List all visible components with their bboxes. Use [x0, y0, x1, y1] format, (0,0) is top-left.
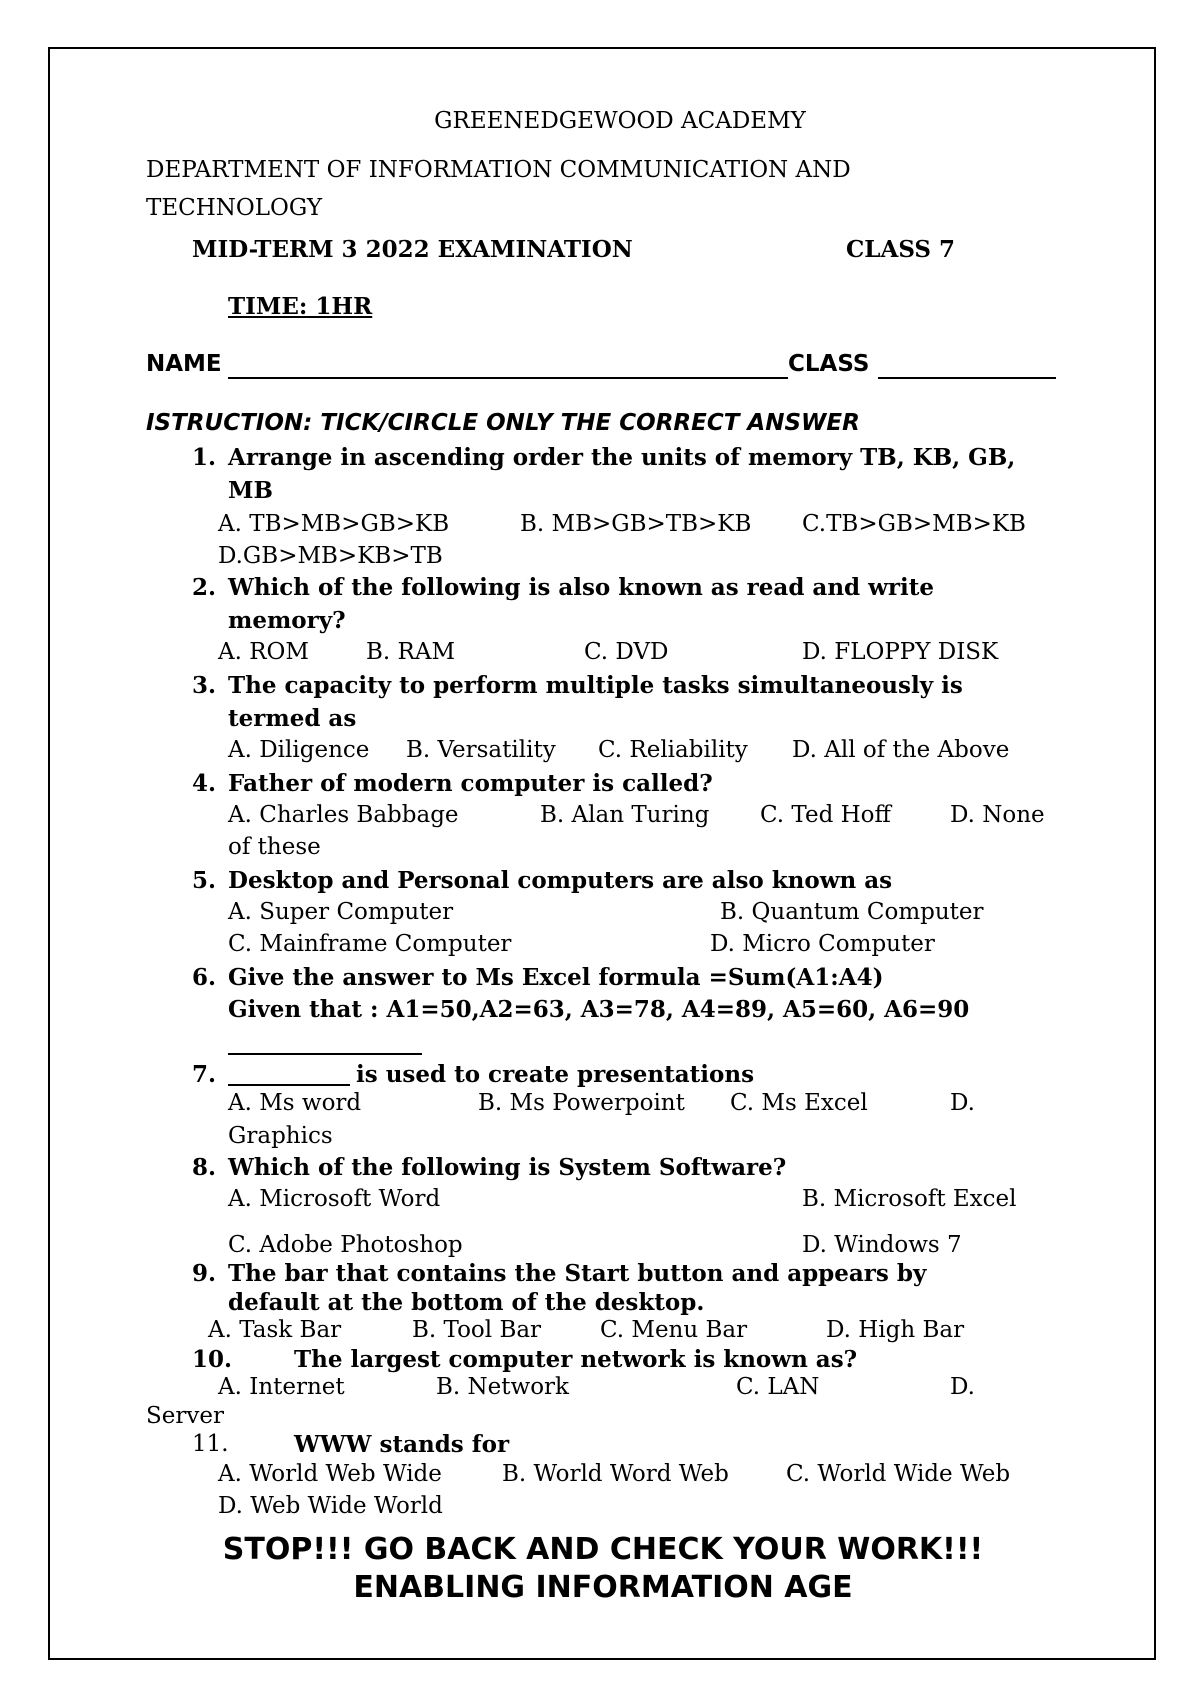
q7-option-d[interactable]: D. [950, 1090, 975, 1116]
q2-option-d[interactable]: D. FLOPPY DISK [802, 639, 999, 665]
q9-number: 9. [192, 1260, 217, 1287]
q4-option-b[interactable]: B. Alan Turing [540, 802, 710, 828]
q7-number: 7. [192, 1061, 217, 1088]
q7-option-a[interactable]: A. Ms word [228, 1090, 362, 1116]
q10-number: 10. [192, 1346, 233, 1373]
exam-title: MID-TERM 3 2022 EXAMINATION [192, 236, 633, 263]
q3-option-d[interactable]: D. All of the Above [792, 737, 1010, 763]
q6-text-line-1: Give the answer to Ms Excel formula =Sum(A1:A4) [228, 964, 884, 991]
q2-option-a[interactable]: A. ROM [218, 639, 309, 665]
q5-option-d[interactable]: D. Micro Computer [710, 931, 935, 957]
q7-option-c[interactable]: C. Ms Excel [730, 1090, 868, 1116]
q5-number: 5. [192, 867, 217, 894]
q10-text: The largest computer network is known as? [294, 1346, 858, 1373]
q1-option-d[interactable]: D.GB>MB>KB>TB [218, 543, 443, 569]
q2-option-b[interactable]: B. RAM [366, 639, 456, 665]
q10-option-d-continued: Server [146, 1403, 224, 1429]
name-label: NAME [146, 351, 222, 377]
footer-motto: ENABLING INFORMATION AGE [353, 1570, 853, 1605]
q4-number: 4. [192, 770, 217, 797]
department-line-2: TECHNOLOGY [146, 195, 323, 221]
q9-text-line-1: The bar that contains the Start button and appears by [228, 1260, 927, 1287]
q6-number: 6. [192, 964, 217, 991]
q3-text-line-2: termed as [228, 705, 357, 732]
q2-text-line-1: Which of the following is also known as read and write [228, 574, 935, 601]
q6-answer-field[interactable] [228, 1053, 422, 1055]
name-field[interactable] [228, 377, 788, 379]
q11-option-c[interactable]: C. World Wide Web [786, 1461, 1011, 1487]
q7-option-d-continued: Graphics [228, 1123, 333, 1149]
q9-text-line-2: default at the bottom of the desktop. [228, 1289, 705, 1316]
q10-option-b[interactable]: B. Network [436, 1374, 569, 1400]
q8-option-b[interactable]: B. Microsoft Excel [802, 1186, 1017, 1212]
q1-option-b[interactable]: B. MB>GB>TB>KB [520, 511, 752, 537]
q3-option-a[interactable]: A. Diligence [228, 737, 370, 763]
q10-option-a[interactable]: A. Internet [218, 1374, 345, 1400]
q1-number: 1. [192, 444, 217, 471]
q10-option-d[interactable]: D. [950, 1374, 975, 1400]
q8-text: Which of the following is System Software? [228, 1154, 787, 1181]
school-name: GREENEDGEWOOD ACADEMY [434, 108, 806, 134]
instruction: ISTRUCTION: TICK/CIRCLE ONLY THE CORRECT ANSWER [146, 410, 860, 436]
q11-text: WWW stands for [294, 1431, 510, 1458]
q3-text-line-1: The capacity to perform multiple tasks simultaneously is [228, 672, 963, 699]
q8-option-c[interactable]: C. Adobe Photoshop [228, 1232, 463, 1258]
q6-text-line-2: Given that : A1=50,A2=63, A3=78, A4=89, A5=60, A6=90 [228, 996, 970, 1023]
q7-answer-field[interactable] [228, 1084, 350, 1086]
q5-option-c[interactable]: C. Mainframe Computer [228, 931, 512, 957]
q1-option-c[interactable]: C.TB>GB>MB>KB [802, 511, 1026, 537]
q5-text: Desktop and Personal computers are also known as [228, 867, 893, 894]
q2-text-line-2: memory? [228, 607, 346, 634]
q7-option-b[interactable]: B. Ms Powerpoint [478, 1090, 685, 1116]
q8-number: 8. [192, 1154, 217, 1181]
q1-text-line-1: Arrange in ascending order the units of memory TB, KB, GB, [228, 444, 1016, 471]
class-label: CLASS 7 [846, 236, 956, 263]
q8-option-d[interactable]: D. Windows 7 [802, 1232, 962, 1258]
q9-option-c[interactable]: C. Menu Bar [600, 1317, 748, 1343]
q11-option-d[interactable]: D. Web Wide World [218, 1493, 443, 1519]
q7-text: is used to create presentations [356, 1061, 755, 1088]
q3-option-c[interactable]: C. Reliability [598, 737, 748, 763]
q2-number: 2. [192, 574, 217, 601]
class-field[interactable] [878, 377, 1056, 379]
q1-text-line-2: MB [228, 477, 273, 504]
q4-option-a[interactable]: A. Charles Babbage [228, 802, 459, 828]
q2-option-c[interactable]: C. DVD [584, 639, 669, 665]
q10-option-c[interactable]: C. LAN [736, 1374, 820, 1400]
q8-option-a[interactable]: A. Microsoft Word [228, 1186, 441, 1212]
q5-option-b[interactable]: B. Quantum Computer [720, 899, 984, 925]
q9-option-d[interactable]: D. High Bar [826, 1317, 965, 1343]
q11-option-a[interactable]: A. World Web Wide [218, 1461, 442, 1487]
q5-option-a[interactable]: A. Super Computer [228, 899, 454, 925]
time-label: TIME: 1HR [228, 293, 373, 320]
q1-option-a[interactable]: A. TB>MB>GB>KB [218, 511, 450, 537]
q3-number: 3. [192, 672, 217, 699]
class-field-label: CLASS [788, 351, 870, 377]
q4-option-d-continued: of these [228, 834, 321, 860]
q4-option-d[interactable]: D. None [950, 802, 1045, 828]
q4-option-c[interactable]: C. Ted Hoff [760, 802, 891, 828]
q11-number: 11. [192, 1431, 229, 1457]
footer-stop-message: STOP!!! GO BACK AND CHECK YOUR WORK!!! [222, 1532, 984, 1567]
department-line-1: DEPARTMENT OF INFORMATION COMMUNICATION AND [146, 157, 851, 183]
q3-option-b[interactable]: B. Versatility [406, 737, 556, 763]
q11-option-b[interactable]: B. World Word Web [502, 1461, 729, 1487]
q4-text: Father of modern computer is called? [228, 770, 713, 797]
q9-option-b[interactable]: B. Tool Bar [412, 1317, 542, 1343]
q9-option-a[interactable]: A. Task Bar [208, 1317, 342, 1343]
